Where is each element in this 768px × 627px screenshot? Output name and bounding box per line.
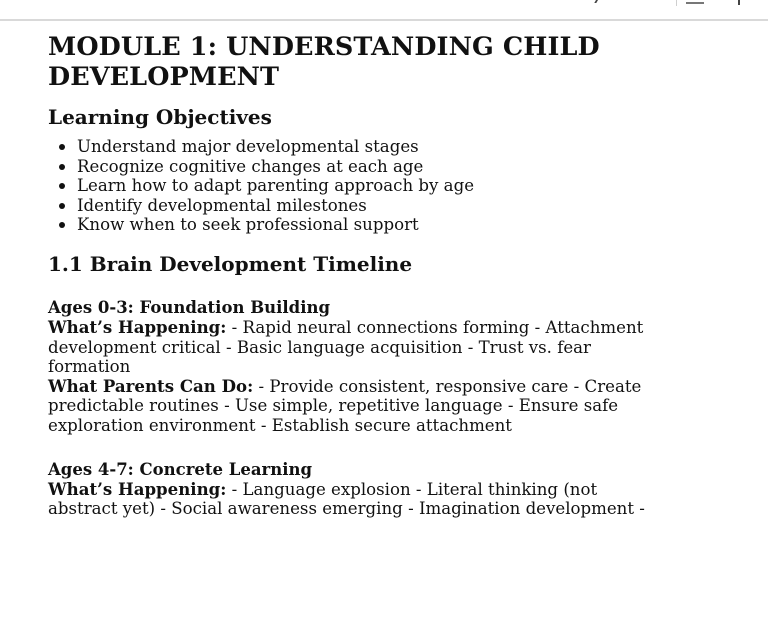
whats-happening-text: - Rapid neural connections forming - Attachment development critical - Basic language acquisition - Trust vs. fear formation xyxy=(48,317,644,377)
stage-heading-ages-4-7: Ages 4-7: Concrete Learning xyxy=(48,459,313,479)
section-heading-brain-development: 1.1 Brain Development Timeline xyxy=(48,251,413,276)
whats-happening-ages-0-3 xyxy=(48,318,658,377)
whats-happening-text: - Language explosion - Literal thinking (not abstract yet) - Social awareness emerging - Imagination development - xyxy=(48,479,645,519)
document-body xyxy=(48,32,658,519)
parents-can-do-text: - Provide consistent, responsive care - Create predictable routines - Use simple, repetitive language - Ensure safe exploration environment - Establish secure attachment xyxy=(48,376,642,435)
stage-heading-ages-0-3: Ages 0-3: Foundation Building xyxy=(48,297,331,317)
document-title: MODULE 1: UNDERSTANDING CHILD DEVELOPMENT xyxy=(48,32,600,92)
whats-happening-label: What’s Happening: xyxy=(48,478,227,499)
whats-happening-label: What’s Happening: xyxy=(48,316,227,337)
toolbar-separator xyxy=(676,0,677,6)
parents-can-do-label: What Parents Can Do: xyxy=(48,375,254,396)
list-item: Know when to seek professional support xyxy=(77,215,658,235)
learning-objectives-heading: Learning Objectives xyxy=(48,105,272,129)
list-item: Learn how to adapt parenting approach by age xyxy=(77,176,658,196)
more-options-icon[interactable] xyxy=(738,0,740,5)
learning-objectives-list xyxy=(48,137,658,235)
whats-happening-ages-4-7 xyxy=(48,480,658,519)
viewer-toolbar xyxy=(0,0,768,21)
list-item: Understand major developmental stages xyxy=(77,137,658,157)
back-arrow-icon[interactable] xyxy=(594,0,605,3)
parents-can-do-ages-0-3 xyxy=(48,377,658,436)
list-item: Recognize cognitive changes at each age xyxy=(77,157,658,177)
grid-view-icon[interactable] xyxy=(627,0,641,3)
list-item: Identify developmental milestones xyxy=(77,196,658,216)
minimize-line-icon[interactable] xyxy=(686,1,704,4)
